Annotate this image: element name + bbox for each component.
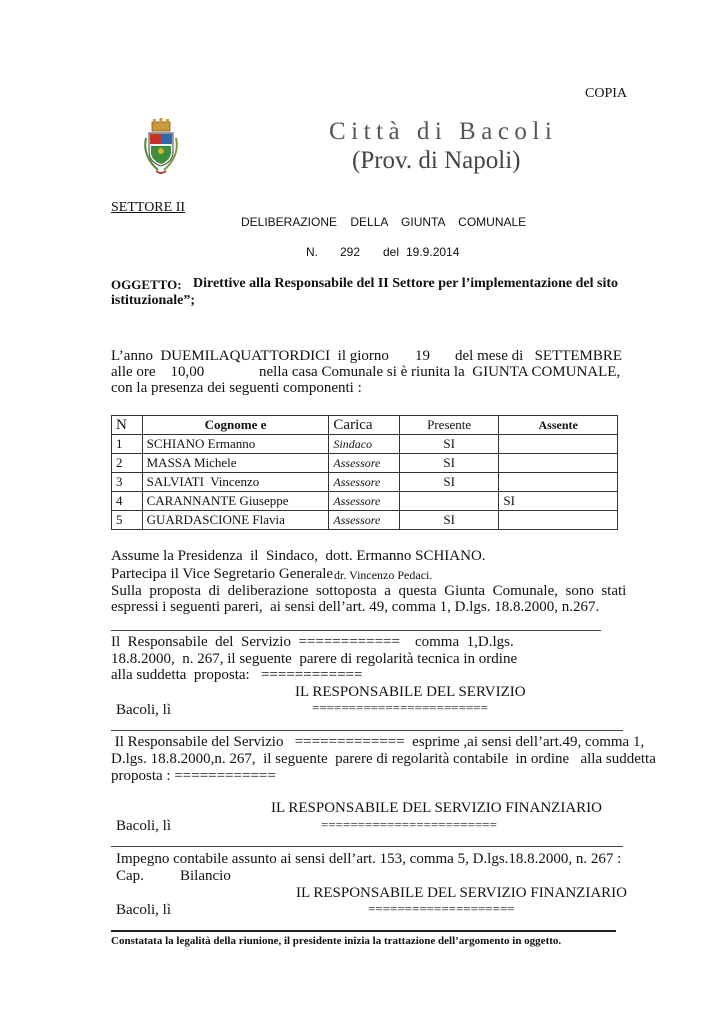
province-title: (Prov. di Napoli) [352,147,521,174]
delib-date: 19.9.2014 [406,245,460,259]
row-n: 1 [112,435,143,454]
municipal-coat-of-arms-icon [140,118,182,180]
vice-segretario-label: Partecipa il Vice Segretario Generale [111,566,334,582]
divider [111,630,601,631]
cap-label: Cap. [116,868,144,884]
row-n: 3 [112,473,143,492]
parere-contabile-line3: proposta : ============ [111,768,276,784]
row-nome: SALVIATI Vincenzo [142,473,329,492]
delib-number: 292 [340,245,361,259]
row-carica: Assessore [329,492,400,511]
parere-contabile-line1: Il Responsabile del Servizio ============= esprime ,ai sensi dell’art.49, comma 1, [111,734,645,750]
responsabile-servizio-label: IL RESPONSABILE DEL SERVIZIO [295,684,526,700]
header-n: N [112,416,143,435]
row-presente: SI [399,435,498,454]
row-n: 5 [112,511,143,530]
responsabile-finanziario-label: IL RESPONSABILE DEL SERVIZIO FINANZIARIO [271,800,603,816]
signature-line: ==================== [368,901,515,916]
intro-ore: alle ore 10,00 [111,364,205,380]
intro-riunione: nella casa Comunale si è riunita la GIUNTA COMUNALE, [259,364,621,380]
row-carica: Assessore [329,511,400,530]
oggetto-text-line2: istituzionale”; [111,293,195,308]
divider [111,930,616,932]
header-cognome: Cognome e [142,416,329,435]
oggetto-text-line1: Direttive alla Responsabile del II Settore per l’implementazione del sito [193,276,619,291]
row-n: 2 [112,454,143,473]
row-assente [499,511,618,530]
row-nome: SCHIANO Ermanno [142,435,329,454]
row-carica: Assessore [329,454,400,473]
vice-segretario-name: dr. Vincenzo Pedaci. [334,568,433,582]
footer-note: Constatata la legalità della riunione, il presidente inizia la trattazione dell’argomento in oggetto. [111,935,562,947]
city-title: Città di Bacoli [329,118,558,145]
intro-month: del mese di SETTEMBRE [455,348,623,364]
impegno-line: Impegno contabile assunto ai sensi dell’art. 153, comma 5, D.lgs.18.8.2000, n. 267 : [116,851,622,867]
deliberazione-heading: DELIBERAZIONE DELLA GIUNTA COMUNALE [241,215,527,229]
row-nome: CARANNANTE Giuseppe [142,492,329,511]
table-row [112,454,618,473]
table-row [112,435,618,454]
presidenza-line: Assume la Presidenza il Sindaco, dott. Ermanno SCHIANO. [111,548,486,564]
table-header-row [112,416,618,435]
intro-presenza: con la presenza dei seguenti componenti : [111,380,362,396]
bacoli-li-label: Bacoli, lì [116,818,171,834]
row-carica: Assessore [329,473,400,492]
row-presente [399,492,498,511]
table-row [112,473,618,492]
bacoli-li-label: Bacoli, lì [116,902,171,918]
parere-contabile-line2: D.lgs. 18.8.2000,n. 267, il seguente parere di regolarità contabile in ordine alla suddetta [111,751,656,767]
signature-line: ======================== [321,817,497,832]
row-carica: Sindaco [329,435,400,454]
delib-date-label: del [383,245,400,259]
bacoli-li-label: Bacoli, lì [116,702,171,718]
row-presente: SI [399,511,498,530]
divider [111,846,623,847]
proposta-line2: espressi i seguenti pareri, ai sensi dell’art. 49, comma 1, D.lgs. 18.8.2000, n.267. [111,599,600,615]
responsabile-finanziario-label: IL RESPONSABILE DEL SERVIZIO FINANZIARIO [296,885,628,901]
parere-tecnico-line3: alla suddetta proposta: ============ [111,667,363,683]
divider [111,730,623,731]
row-nome: GUARDASCIONE Flavia [142,511,329,530]
parere-tecnico-line1: Il Responsabile del Servizio ============ comma 1,D.lgs. [111,634,514,650]
copia-label: COPIA [585,86,628,101]
oggetto-label: OGGETTO: [111,277,182,292]
componenti-table [111,415,618,530]
row-assente [499,454,618,473]
row-assente: SI [499,492,618,511]
parere-tecnico-line2: 18.8.2000, n. 267, il seguente parere di regolarità tecnica in ordine [111,651,518,667]
signature-line: ======================== [312,700,488,715]
row-nome: MASSA Michele [142,454,329,473]
row-n: 4 [112,492,143,511]
header-presente: Presente [399,416,498,435]
intro-day: 19 [415,348,430,364]
row-assente [499,435,618,454]
row-presente: SI [399,454,498,473]
header-carica: Carica [329,416,400,435]
table-row [112,492,618,511]
proposta-line1: Sulla proposta di deliberazione sottoposta a questa Giunta Comunale, sono stati [111,583,627,599]
bilancio-label: Bilancio [180,868,231,884]
settore-label: SETTORE II [111,200,186,215]
row-presente: SI [399,473,498,492]
row-assente [499,473,618,492]
header-assente: Assente [499,416,618,435]
delib-number-label: N. [306,245,318,259]
intro-anno: L’anno DUEMILAQUATTORDICI il giorno [111,348,389,364]
table-row [112,511,618,530]
